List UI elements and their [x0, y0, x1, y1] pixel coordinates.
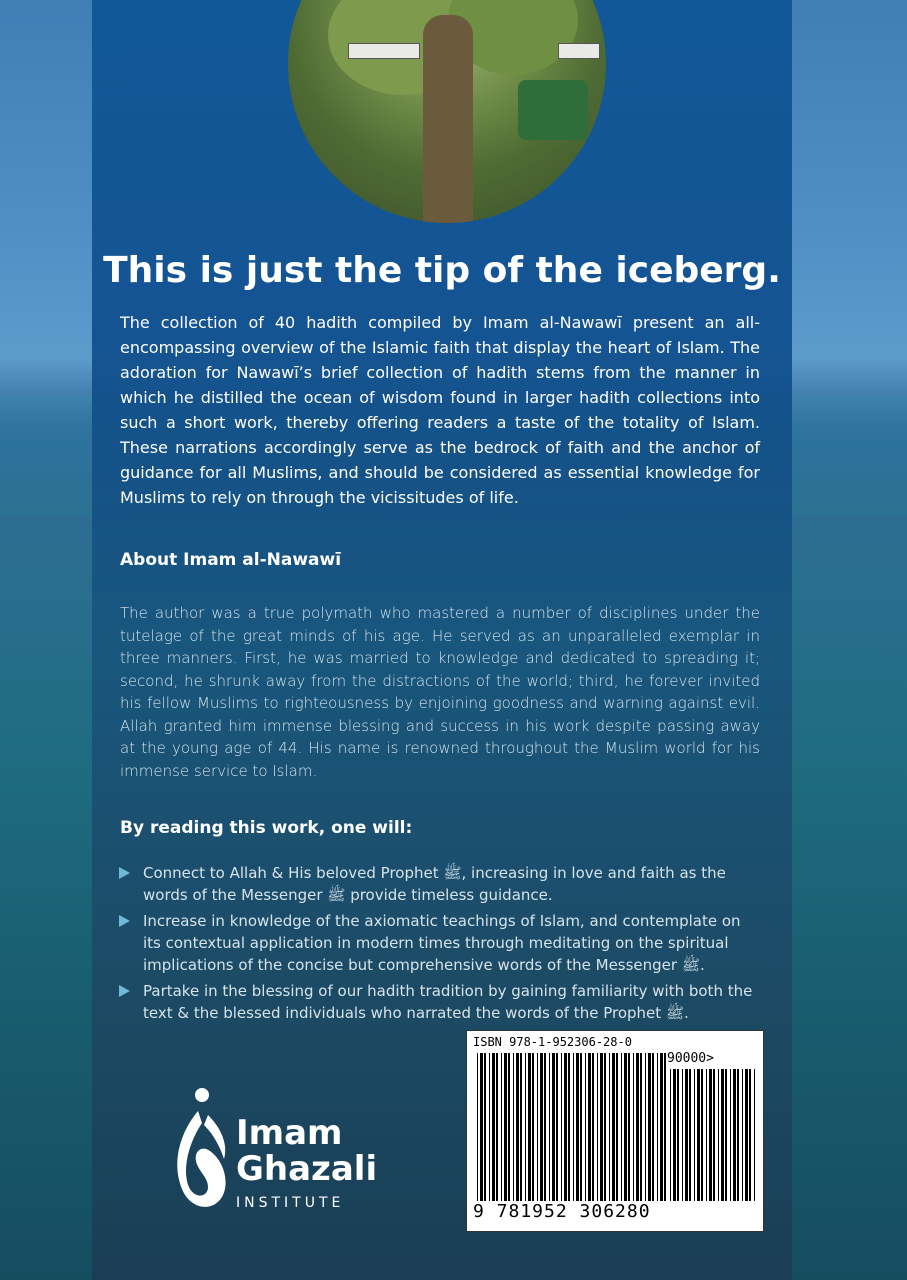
barcode-bar [660, 1053, 663, 1201]
barcode-bar [706, 1069, 707, 1201]
list-item-text: Increase in knowledge of the axiomatic teachings of Islam, and contemplate on its contextual application in modern times through meditating on the spiritual implications of the concise but comprehensive words of the Messenger ﷺ. [143, 912, 741, 974]
barcode-bar [516, 1053, 519, 1201]
arrow-bullet-icon [119, 915, 130, 927]
benefits-heading: By reading this work, one will: [120, 818, 413, 838]
barcode-bar [544, 1053, 546, 1201]
barcode-bar [561, 1053, 562, 1201]
publisher-name [236, 1115, 377, 1187]
barcode-bar [585, 1053, 586, 1201]
barcode-bar [592, 1053, 594, 1201]
barcode-bar [645, 1053, 646, 1201]
barcode-bar [657, 1053, 658, 1201]
barcode-bar [573, 1053, 574, 1201]
barcode-bar [513, 1053, 514, 1201]
barcode-bar [689, 1069, 691, 1201]
publisher-name-line2: Ghazali [236, 1149, 378, 1189]
barcode-bar [745, 1069, 748, 1201]
barcode-bar [742, 1069, 743, 1201]
barcode-bar [580, 1053, 582, 1201]
publisher-subtitle: INSTITUTE [236, 1195, 345, 1211]
barcode-bar [496, 1053, 498, 1201]
barcode-bar [633, 1053, 634, 1201]
barcode-bar [709, 1069, 712, 1201]
barcode-bar [701, 1069, 703, 1201]
barcode-bar [685, 1069, 688, 1201]
barcode-bar [652, 1053, 654, 1201]
barcode [466, 1030, 764, 1232]
arrow-bullet-icon [119, 867, 130, 879]
barcode-bar [749, 1069, 751, 1201]
barcode-bar [477, 1053, 478, 1201]
arrow-bullet-icon [119, 985, 130, 997]
barcode-bar [677, 1069, 679, 1201]
headline: This is just the tip of the iceberg. [103, 250, 781, 291]
barcode-bar [508, 1053, 510, 1201]
barcode-bar [504, 1053, 507, 1201]
price-code: 90000> [667, 1051, 714, 1066]
barcode-bars [477, 1053, 667, 1201]
barcode-bar [730, 1069, 731, 1201]
isbn-label: ISBN 978-1-952306-28-0 [473, 1035, 632, 1049]
barcode-bar [754, 1069, 755, 1201]
barcode-bar [549, 1053, 550, 1201]
barcode-bar [597, 1053, 598, 1201]
barcode-bar [480, 1053, 483, 1201]
barcode-bar [564, 1053, 567, 1201]
barcode-bar [556, 1053, 558, 1201]
about-paragraph: The author was a true polymath who mastered a number of disciplines under the tutelage of the great minds of his age. He served as an unparalleled exemplar in three manners. First, he was married to knowledge and dedicated to spreading it; second, he shrunk away from the distractions of the world; third, he forever invited his fellow Muslims to righteousness by enjoining goodness and warning against evil. Allah granted him immense blessing and success in his work despite passing away at the young age of 44. His name is renowned throughout the Muslim world for his immense service to Islam. [120, 604, 760, 780]
barcode-bar [492, 1053, 495, 1201]
about-heading: About Imam al-Nawawī [120, 550, 342, 570]
barcode-bar [588, 1053, 591, 1201]
barcode-bar [725, 1069, 727, 1201]
barcode-bar [540, 1053, 543, 1201]
barcode-bar [600, 1053, 603, 1201]
intro-paragraph: The collection of 40 hadith compiled by Imam al-Nawawī present an all-encompassing overview of the Islamic faith that display the heart of Islam. The adoration for Nawawī’s brief collection of hadith stems from the manner in which he distilled the ocean of wisdom found in larger hadith collections into such a short work, thereby offering readers a taste of the totality of Islam. These narrations accordingly serve as the bedrock of faith and the anchor of guidance for all Muslims, and should be considered as essential knowledge for Muslims to rely on through the vicissitudes of life. [120, 313, 760, 507]
barcode-bar [609, 1053, 610, 1201]
barcode-bar [640, 1053, 642, 1201]
barcode-bar [528, 1053, 531, 1201]
list-item [115, 862, 763, 906]
barcode-bar [604, 1053, 606, 1201]
barcode-bar [520, 1053, 522, 1201]
publisher-emblem-icon [168, 1085, 230, 1225]
barcode-bar [576, 1053, 579, 1201]
barcode-bar [694, 1069, 695, 1201]
barcode-bar [636, 1053, 639, 1201]
barcode-bar [537, 1053, 538, 1201]
barcode-bar [624, 1053, 627, 1201]
barcode-bar [532, 1053, 534, 1201]
barcode-bar [718, 1069, 719, 1201]
barcode-bar [552, 1053, 555, 1201]
barcode-bar [673, 1069, 676, 1201]
barcode-bar [612, 1053, 615, 1201]
publisher-logo [168, 1085, 408, 1230]
barcode-bar [621, 1053, 622, 1201]
list-item-text: Partake in the blessing of our hadith tradition by gaining familiarity with both the text & the blessed individuals who narrated the words of the Prophet ﷺ. [143, 982, 753, 1022]
barcode-bar [737, 1069, 739, 1201]
barcode-bar [484, 1053, 486, 1201]
barcode-bar [628, 1053, 630, 1201]
barcode-bar [489, 1053, 490, 1201]
barcode-bar [697, 1069, 700, 1201]
barcode-bar [721, 1069, 724, 1201]
barcode-bar [616, 1053, 618, 1201]
list-item-text: Connect to Allah & His beloved Prophet ﷺ, increasing in love and faith as the words of the Messenger ﷺ provide timeless guidance. [143, 864, 726, 904]
barcode-bar [733, 1069, 736, 1201]
barcode-bar [670, 1069, 671, 1201]
barcode-bar [501, 1053, 502, 1201]
publisher-name-line1: Imam [236, 1113, 343, 1153]
barcode-bar [713, 1069, 715, 1201]
barcode-bar [648, 1053, 651, 1201]
list-item [115, 910, 763, 976]
barcode-bar [525, 1053, 526, 1201]
barcode-bar [664, 1053, 666, 1201]
barcode-bar [682, 1069, 683, 1201]
list-item [115, 980, 763, 1024]
barcode-addon-bars [670, 1069, 758, 1201]
barcode-number: 9 781952 306280 [473, 1201, 651, 1222]
benefits-list [115, 862, 763, 1028]
barcode-bar [568, 1053, 570, 1201]
